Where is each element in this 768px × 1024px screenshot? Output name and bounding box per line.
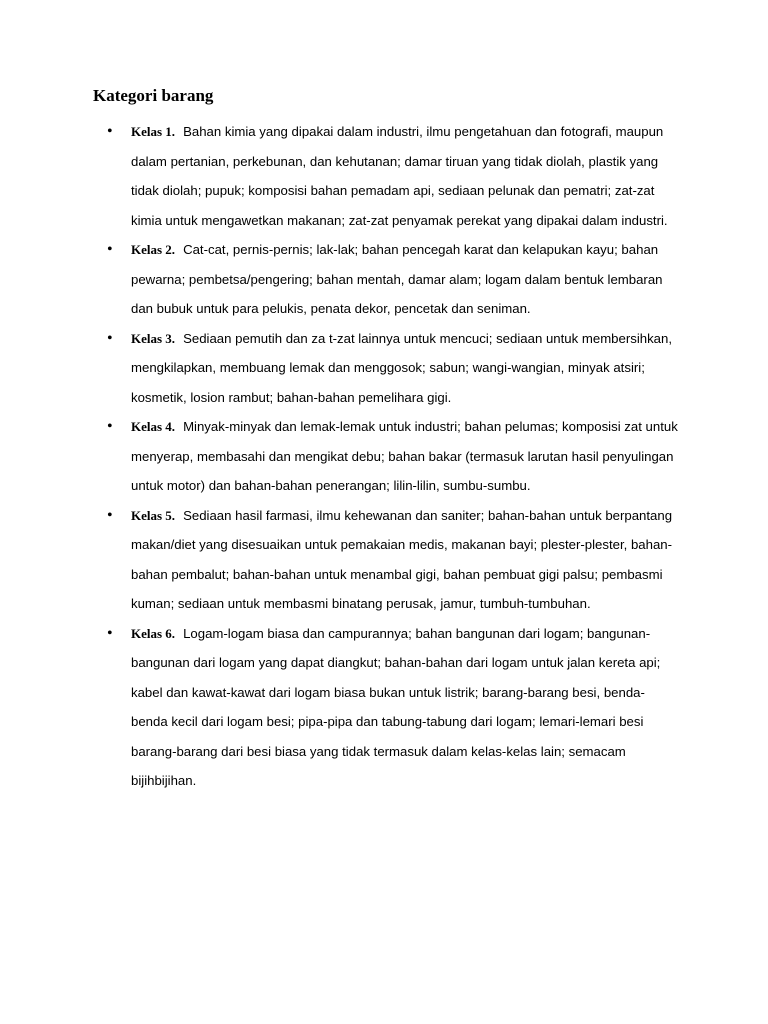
list-item-kelas-1 [0, 117, 768, 235]
list-item-description: Minyak-minyak dan lemak-lemak untuk industri; bahan pelumas; komposisi zat untuk menyerap, membasahi dan mengikat debu; bahan bakar (termasuk larutan hasil penyulingan untuk motor) dan bahan-bahan penerangan; lilin-lilin, sumbu-sumbu. [131, 419, 678, 493]
list-item-description: Logam-logam biasa dan campurannya; bahan bangunan dari logam; bangunan-bangunan dari logam yang dapat diangkut; bahan-bahan dari logam untuk jalan kereta api; kabel dan kawat-kawat dari logam biasa bukan untuk listrik; barang-barang besi, benda-benda kecil dari logam besi; pipa-pipa dan tabung-tabung dari logam; lemari-lemari besi barang-barang dari besi biasa yang tidak termasuk dalam kelas-kelas lain; semacam bijihbijihan. [131, 625, 661, 788]
list-item-label: Kelas 2. [131, 242, 176, 257]
list-item-label: Kelas 5. [131, 507, 176, 523]
list-item-text [131, 235, 678, 324]
document-heading: Kategori barang [93, 86, 214, 105]
list-item-kelas-3 [0, 324, 768, 413]
list-item-kelas-2 [0, 235, 768, 324]
list-item-kelas-5 [0, 501, 768, 619]
bullet-icon: • [107, 506, 113, 524]
list-item-description: Bahan kimia yang dipakai dalam industri, ilmu pengetahuan dan fotografi, maupun dalam pertanian, perkebunan, dan kehutanan; damar tiruan yang tidak diolah, plastik yang tidak diolah; pupuk; komposisi bahan pemadam api, sediaan pelunak dan pematri; zat-zat kimia untuk mengawetkan makanan; zat-zat penyamak perekat yang dipakai dalam industri. [131, 124, 668, 228]
list-item-label: Kelas 1. [131, 124, 176, 139]
list-item-kelas-6 [0, 619, 768, 796]
list-item-kelas-4 [0, 412, 768, 501]
list-item-label: Kelas 6. [131, 625, 176, 641]
list-item-text [131, 117, 678, 235]
bullet-icon: • [107, 123, 113, 140]
category-list [0, 117, 768, 796]
list-item-text [131, 619, 678, 796]
list-item-description: Sediaan hasil farmasi, ilmu kehewanan dan saniter; bahan-bahan untuk berpantang makan/diet yang disesuaikan untuk pemakaian medis, makanan bayi; plester-plester, bahan-bahan pembalut; bahan-bahan untuk menambal gigi, bahan pembuat gigi palsu; pembasmi kuman; sediaan untuk membasmi binatang perusak, jamur, tumbuh-tumbuhan. [131, 507, 673, 611]
list-item-label: Kelas 4. [131, 419, 176, 434]
bullet-icon: • [107, 624, 113, 642]
bullet-icon: • [107, 241, 113, 258]
bullet-icon: • [107, 329, 113, 347]
list-item-text [131, 324, 678, 413]
list-item-label: Kelas 3. [131, 330, 176, 346]
bullet-icon: • [107, 418, 113, 435]
list-item-text [131, 501, 678, 619]
list-item-description: Sediaan pemutih dan za t-zat lainnya untuk mencuci; sediaan untuk membersihkan, mengkilapkan, membuang lemak dan menggosok; sabun; wangi-wangian, minyak atsiri; kosmetik, losion rambut; bahan-bahan pemelihara gigi. [131, 330, 673, 405]
list-item-description: Cat-cat, pernis-pernis; lak-lak; bahan pencegah karat dan kelapukan kayu; bahan pewarna; pembetsa/pengering; bahan mentah, damar alam; logam dalam bentuk lembaran dan bubuk untuk para pelukis, penata dekor, pencetak dan seniman. [131, 242, 663, 316]
list-item-text [131, 412, 678, 501]
